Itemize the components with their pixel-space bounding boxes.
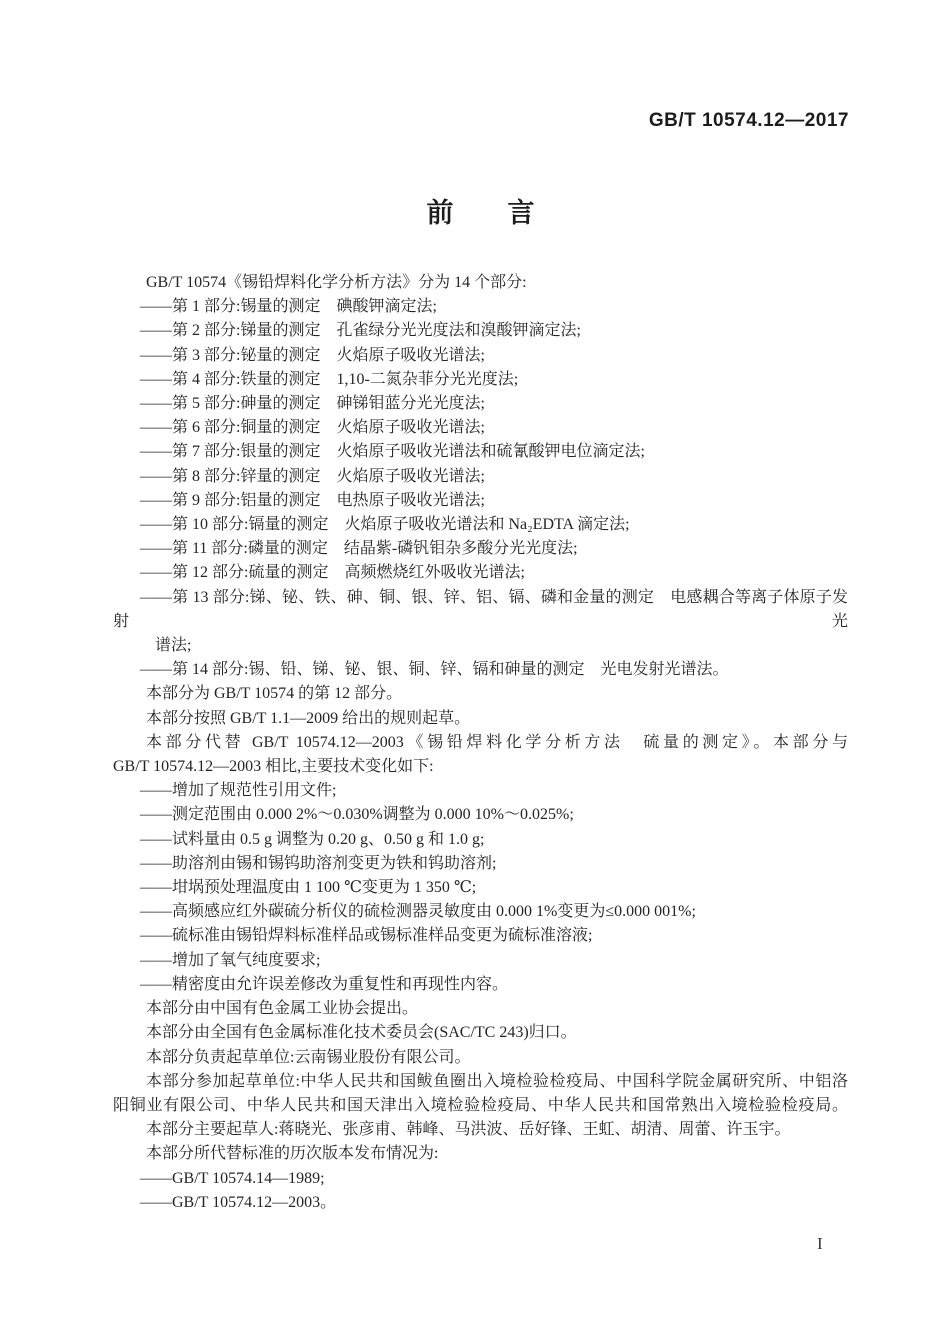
body-line: 本部分由中国有色金属工业协会提出。	[146, 1000, 419, 1018]
body-line: 阳铜业有限公司、中华人民共和国天津出入境检验检疫局、中华人民共和国常熟出入境检验检疫局。	[113, 1096, 848, 1114]
body-line: ——第 13 部分:锑、铋、铁、砷、铜、银、锌、铝、镉、磷和金量的测定 电感耦合等离子体原子发射光	[113, 588, 848, 630]
body-line: GB/T 10574《锡铅焊料化学分析方法》分为 14 个部分:	[146, 274, 527, 291]
body-line: ——增加了规范性引用文件;	[140, 782, 337, 800]
body-line: ——试料量由 0.5 g 调整为 0.20 g、0.50 g 和 1.0 g;	[140, 830, 485, 848]
body-line: 本部分负责起草单位:云南锡业股份有限公司。	[146, 1048, 471, 1066]
body-line: ——第 10 部分:镉量的测定 火焰原子吸收光谱法和 Na₂EDTA 滴定法;	[140, 516, 630, 534]
body-line: 本部分代替 GB/T 10574.12—2003《锡铅焊料化学分析方法 硫量的测定》。本部分与	[146, 733, 848, 751]
body-line: ——精密度由允许误差修改为重复性和再现性内容。	[140, 975, 509, 993]
body-line: 本部分为 GB/T 10574 的第 12 部分。	[146, 685, 403, 703]
body-line: ——第 3 部分:铋量的测定 火焰原子吸收光谱法;	[140, 346, 485, 364]
body-line: ——助溶剂由锡和锡钨助溶剂变更为铁和钨助溶剂;	[140, 854, 497, 872]
body-line: ——测定范围由 0.000 2%～0.030%调整为 0.000 10%～0.025%;	[140, 806, 574, 824]
body-line: ——第 2 部分:锑量的测定 孔雀绿分光光度法和溴酸钾滴定法;	[140, 322, 581, 340]
body-line: 谱法;	[155, 637, 192, 655]
body-line: ——第 7 部分:银量的测定 火焰原子吸收光谱法和硫氰酸钾电位滴定法;	[140, 443, 645, 461]
body-line: ——增加了氧气纯度要求;	[140, 951, 321, 969]
body-line: ——坩埚预处理温度由 1 100 ℃变更为 1 350 ℃;	[140, 879, 477, 897]
body-line: ——第 9 部分:铝量的测定 电热原子吸收光谱法;	[140, 491, 485, 509]
standard-code-header: GB/T 10574.12—2017	[648, 110, 849, 131]
body-line: ——硫标准由锡铅焊料标准样品或锡标准样品变更为硫标准溶液;	[140, 927, 593, 945]
body-line: ——第 14 部分:锡、铅、锑、铋、银、铜、锌、镉和砷量的测定 光电发射光谱法。	[140, 661, 729, 679]
body-line: ——GB/T 10574.14—1989;	[140, 1169, 325, 1187]
body-line: ——第 4 部分:铁量的测定 1,10-二氮杂菲分光光度法;	[140, 370, 519, 388]
body-line: 本部分主要起草人:蒋晓光、张彦甫、韩峰、马洪波、岳好锋、王虹、胡清、周蕾、许玉宇。	[146, 1121, 791, 1139]
page-number: I	[817, 1234, 823, 1253]
body-line: GB/T 10574.12—2003 相比,主要技术变化如下:	[113, 758, 434, 776]
document-body	[113, 271, 848, 1215]
body-line: 本部分参加起草单位:中华人民共和国鲅鱼圈出入境检验检疫局、中国科学院金属研究所、中铝洛	[146, 1072, 848, 1090]
body-line: 本部分由全国有色金属标准化技术委员会(SAC/TC 243)归口。	[146, 1024, 577, 1042]
body-line: 本部分所代替标准的历次版本发布情况为:	[146, 1145, 439, 1163]
body-line: ——GB/T 10574.12—2003。	[140, 1193, 337, 1211]
body-line: ——高频感应红外碳硫分析仪的硫检测器灵敏度由 0.000 1%变更为≤0.000 001%;	[140, 903, 696, 921]
page-title: 前 言	[426, 198, 535, 228]
body-line: ——第 8 部分:锌量的测定 火焰原子吸收光谱法;	[140, 467, 485, 485]
body-line: ——第 5 部分:砷量的测定 砷锑钼蓝分光光度法;	[140, 395, 485, 413]
body-line: ——第 1 部分:锡量的测定 碘酸钾滴定法;	[140, 298, 437, 316]
body-line: ——第 12 部分:硫量的测定 高频燃烧红外吸收光谱法;	[140, 564, 525, 582]
body-line: ——第 11 部分:磷量的测定 结晶紫-磷钒钼杂多酸分光光度法;	[140, 540, 578, 558]
body-line: 本部分按照 GB/T 1.1—2009 给出的规则起草。	[146, 709, 471, 727]
body-line: ——第 6 部分:铜量的测定 火焰原子吸收光谱法;	[140, 419, 485, 437]
